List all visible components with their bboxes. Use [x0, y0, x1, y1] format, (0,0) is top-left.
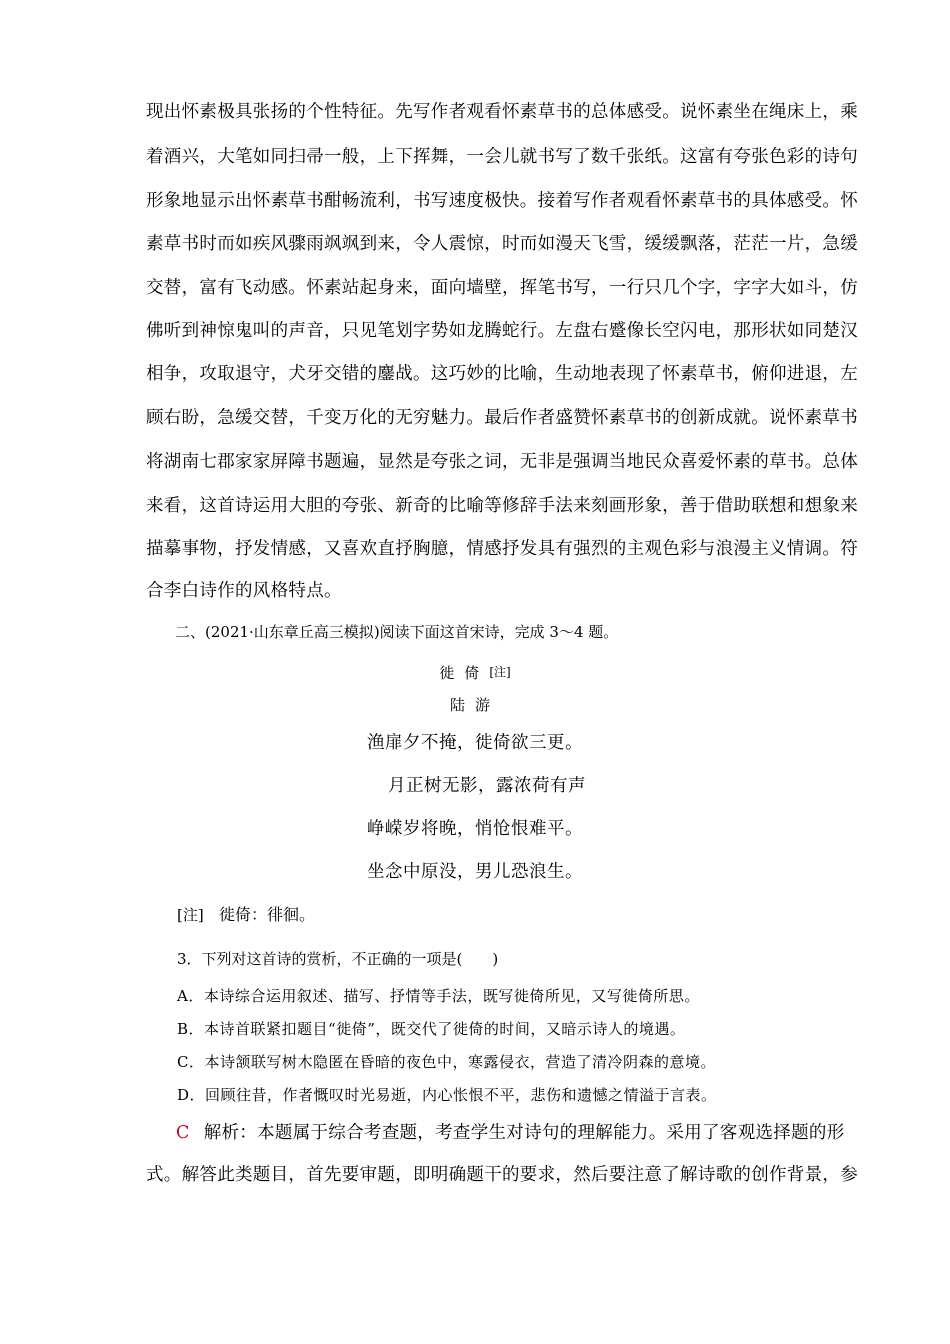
- analysis-line: 着酒兴，大笔如同扫帚一般，上下挥舞，一会儿就书写了数千张纸。这富有夸张色彩的诗句: [146, 147, 858, 167]
- option-b: B．本诗首联紧扣题目“徙倚”，既交代了徙倚的时间，又暗示诗人的境遇。: [177, 1020, 686, 1038]
- analysis-line: 顾右盼，急缓交替，千变万化的无穷魅力。最后作者盛赞怀素草书的创新成就。说怀素草书: [146, 408, 858, 428]
- poem-line: 坐念中原没，男儿恐浪生。: [367, 862, 583, 882]
- section-suffix: )阅读下面这首宋诗，完成 3～4 题。: [373, 623, 619, 641]
- poem-line: 峥嵘岁将晚，悄怆恨难平。: [367, 819, 583, 839]
- poem-line: 渔扉夕不掩，徙倚欲三更。: [367, 733, 583, 753]
- question-stem: 3．下列对这首诗的赏析，不正确的一项是( ): [177, 950, 499, 968]
- analysis-line: 将湖南七郡家家屏障书题遍，显然是夸张之词，无非是强调当地民众喜爱怀素的草书。总体: [146, 452, 858, 472]
- option-a: A．本诗综合运用叙述、描写、抒情等手法，既写徙倚所见，又写徙倚所思。: [177, 987, 700, 1005]
- answer-line-2: 式。解答此类题目，首先要审题，即明确题干的要求，然后要注意了解诗歌的创作背景，参: [146, 1165, 858, 1185]
- option-c: C．本诗颔联写树木隐匿在昏暗的夜色中，寒露侵衣，营造了清冷阴森的意境。: [177, 1053, 716, 1071]
- poem-author: 陆游: [449, 696, 500, 714]
- poem-title: 徙倚[注]: [439, 664, 511, 682]
- analysis-line: 来看，这首诗运用大胆的夸张、新奇的比喻等修辞手法来刻画形象，善于借助联想和想象来: [146, 496, 858, 516]
- analysis-line: 合李白诗作的风格特点。: [146, 581, 342, 601]
- analysis-line: 佛听到神惊鬼叫的声音，只见笔划字势如龙腾蛇行。左盘右蹙像长空闪电，那形状如同楚汉: [146, 321, 858, 341]
- poem-note: [177, 902, 315, 925]
- analysis-line: 描摹事物，抒发情感，又喜欢直抒胸臆，情感抒发具有强烈的主观色彩与浪漫主义情调。符: [146, 539, 858, 559]
- analysis-line: 相争，攻取退守，犬牙交错的鏖战。这巧妙的比喻，生动地表现了怀素草书，俯仰进退，左: [146, 364, 858, 384]
- section-intro: [175, 620, 618, 644]
- analysis-line: 现出怀素极具张扬的个性特征。先写作者观看怀素草书的总体感受。说怀素坐在绳床上，乘: [146, 102, 858, 122]
- poem-line: 月正树无影，露浓荷有声: [388, 776, 586, 796]
- poem-note-mark: [注]: [489, 665, 511, 679]
- note-label: [注]: [177, 906, 204, 924]
- analysis-line: 交替，富有飞动感。怀素站起身来，面向墙壁，挥笔书写，一行只几个字，字字大如斗，仿: [146, 278, 858, 298]
- analysis-line: 形象地显示出怀素草书酣畅流利，书写速度极快。接着写作者观看怀素草书的具体感受。怀: [146, 191, 858, 211]
- section-prefix: 二、(2021·: [175, 623, 254, 641]
- answer-line-1: C 解析：本题属于综合考查题，考查学生对诗句的理解能力。采用了客观选择题的形: [176, 1123, 845, 1143]
- option-d: D．回顾往昔，作者慨叹时光易逝，内心怅恨不平，悲伤和遗憾之情溢于言表。: [177, 1086, 717, 1104]
- answer-letter: C: [176, 1123, 190, 1143]
- note-text: 徙倚：徘徊。: [218, 905, 315, 924]
- analysis-line: 素草书时而如疾风骤雨飒飒到来，令人震惊，时而如漫天飞雪，缓缓飘落，茫茫一片，急缓: [146, 234, 858, 254]
- section-source: 山东章丘高三模拟: [253, 623, 374, 641]
